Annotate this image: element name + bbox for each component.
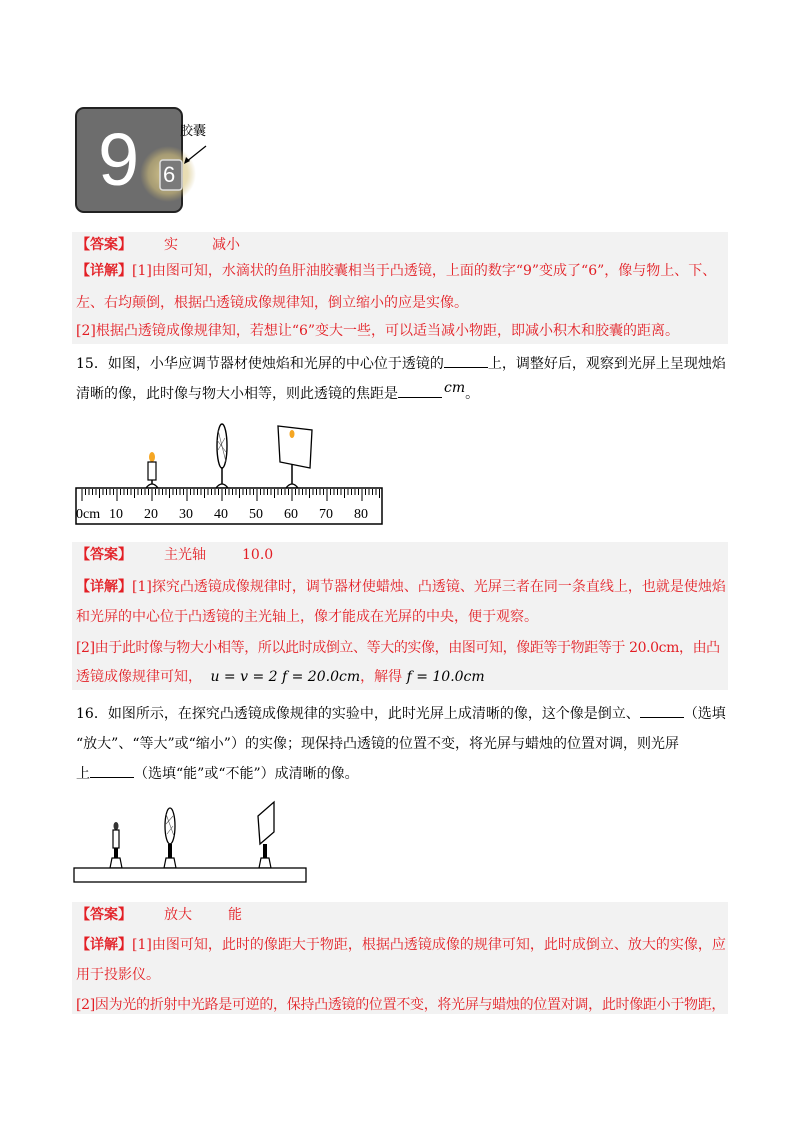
figure-digit-capsule [72,104,222,216]
formula-2: f = 10.0cm [406,669,485,685]
detail-row-15-4 [76,664,485,690]
capsule-label: 胶囊 [180,124,207,139]
question-text: （选填 [683,706,726,722]
detail-row-14-1 [76,258,716,284]
optical-bench-illustration-2 [72,796,312,884]
detail-row-14-2: 左、右均颠倒，根据凸透镜成像规律知，倒立缩小的应是实像。 [76,295,468,311]
detail-label: 【详解】 [76,937,132,953]
answer-row-15 [76,542,274,568]
question-text: 15．如图，小华应调节器材使烛焰和光屏的中心位于透镜的 [76,356,444,372]
question-15-line-2 [76,379,479,409]
answer-row-16 [76,902,242,928]
question-text: 上，调整好后，观察到光屏上呈现烛焰 [487,356,726,372]
answer-label: 【答案】 [76,237,132,253]
optical-bench-figure [74,420,386,530]
detail-row-14-3: [2]根据凸透镜成像规律知，若想让“6”变大一些，可以适当减小物距，即减小积木和胶囊的距离。 [76,323,680,339]
detail-row-16-2: 用于投影仪。 [76,967,160,983]
question-text: 清晰的像，此时像与物大小相等，则此透镜的焦距是 [76,386,398,402]
ruler-tick-label: 10 [109,507,123,522]
question-text: （选填“能”或“不能”）成清晰的像。 [134,766,359,782]
question-text: 上 [76,766,90,782]
question-text: 16．如图所示，在探究凸透镜成像规律的实验中，此时光屏上成清晰的像，这个像是倒立、 [76,706,640,722]
detail-row-16-1 [76,932,726,958]
ruler-tick-label: 50 [249,507,263,522]
formula-1: u = v = 2 f = 20.0cm [210,669,361,685]
ruler-tick-label: 20 [144,507,158,522]
answer-value: 主光轴 [164,547,206,563]
detail-row-15-2: 和光屏的中心位于凸透镜的主光轴上，像才能成在光屏的中央，便于观察。 [76,609,538,625]
question-text: 。 [465,386,480,402]
ruler-tick-label: 40 [214,507,228,522]
answer-label: 【答案】 [76,547,132,563]
detail-text: ，解得 [360,669,403,685]
fill-blank[interactable] [398,383,442,398]
big-digit: 9 [98,118,140,201]
question-16-line-1 [76,699,726,729]
ruler-tick-label: 70 [319,507,333,522]
detail-row-15-3: [2]由于此时像与物大小相等，所以此时成倒立、等大的实像，由图可知，像距等于物距等于 20.0cm，由凸 [76,640,720,656]
optical-bench-figure-2 [72,796,312,884]
answer-value: 实 [164,237,178,253]
question-15-line-1 [76,349,726,379]
digit-capsule-illustration [72,104,222,216]
detail-row-15-1 [76,574,726,600]
ruler-tick-label: 80 [354,507,368,522]
ruler-tick-label: 0cm [76,507,101,522]
answer-value: 放大 [164,907,192,923]
small-digit: 6 [163,162,176,187]
answer-row-14 [76,232,240,258]
question-16-line-2: “放大”、“等大”或“缩小”）的实像；现保持凸透镜的位置不变，将光屏与蜡烛的位置对调，则光屏 [76,736,679,752]
answer-value: 能 [228,907,242,923]
ruler-tick-label: 60 [284,507,298,522]
detail-text: [1]由图可知，此时的像距大于物距，根据凸透镜成像的规律可知，此时成倒立、放大的实像，应 [132,937,726,953]
ruler-tick-label: 30 [179,507,193,522]
detail-row-16-3: [2]因为光的折射中光路是可逆的，保持凸透镜的位置不变，将光屏与蜡烛的位置对调，此时像距小于物距， [76,997,726,1013]
answer-value: 10.0 [242,547,274,563]
fill-blank[interactable] [444,353,488,368]
fill-blank[interactable] [640,703,684,718]
detail-label: 【详解】 [76,579,132,595]
answer-label: 【答案】 [76,907,132,923]
fill-blank[interactable] [90,763,134,778]
detail-text: [1]探究凸透镜成像规律时，调节器材使蜡烛、凸透镜、光屏三者在同一条直线上，也就是使烛焰 [132,579,726,595]
detail-label: 【详解】 [76,263,132,279]
unit-cm: cm [444,380,466,396]
detail-text: [1]由图可知，水滴状的鱼肝油胶囊相当于凸透镜，上面的数字“9”变成了“6”，像与物上、下、 [132,263,717,279]
answer-value: 减小 [212,237,240,253]
detail-text: 透镜成像规律可知， [76,669,202,685]
question-16-line-3 [76,759,359,789]
